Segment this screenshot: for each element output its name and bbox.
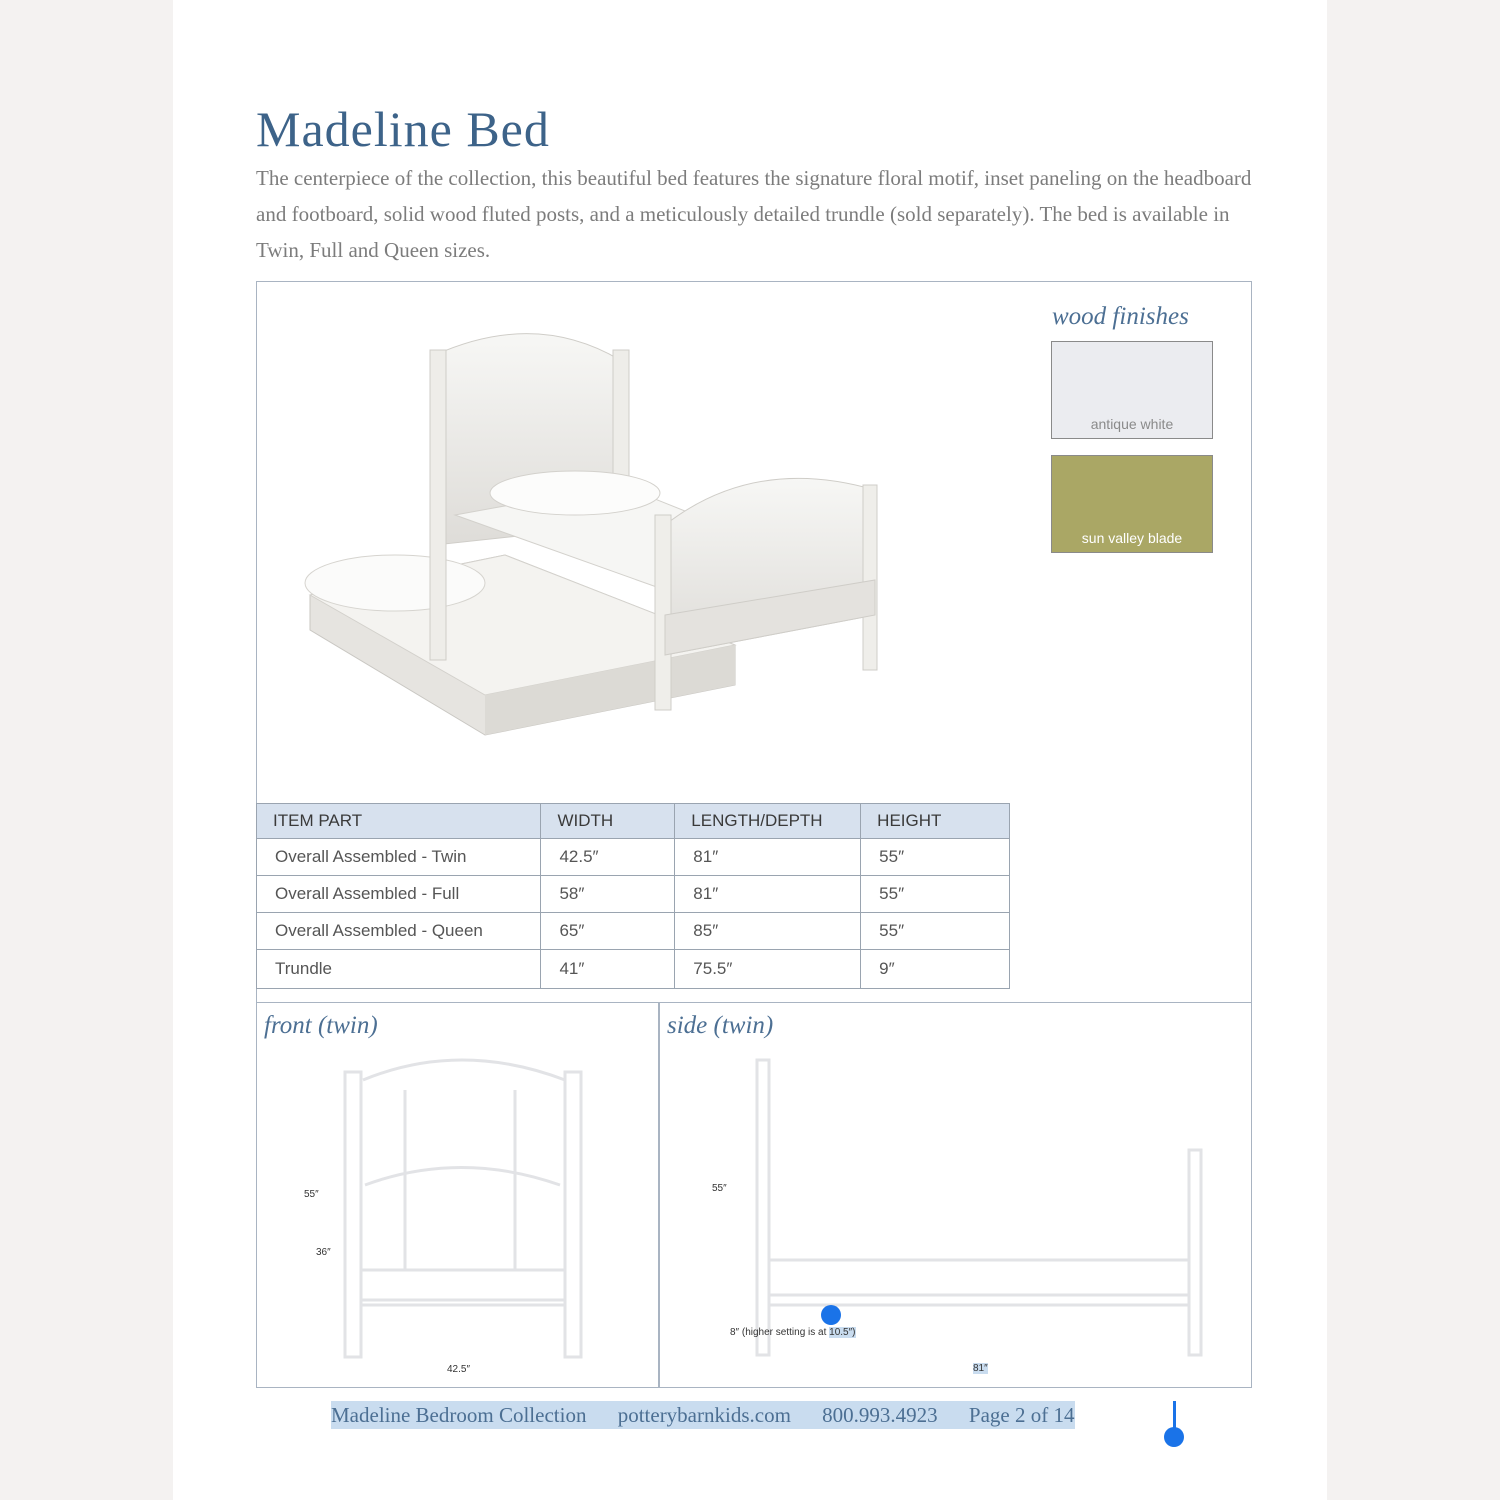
- table-row: [257, 876, 1010, 913]
- table-cell: 9″: [861, 950, 1010, 989]
- side-height-dimension: 55″: [712, 1183, 727, 1194]
- intro-paragraph: The centerpiece of the collection, this beautiful bed features the signature floral motif, inset paneling on the headboard and footboard, solid wood fluted posts, and a meticulously detailed trundle (sold separately). The bed is available in Twin, Full and Queen sizes.: [256, 166, 1252, 262]
- table-row: [257, 913, 1010, 950]
- swatch-sun-valley-blade[interactable]: [1051, 455, 1213, 553]
- table-cell: Trundle: [257, 950, 541, 989]
- side-rail-dimension: [730, 1327, 856, 1338]
- wood-finishes-label: wood finishes: [1052, 303, 1189, 330]
- footer-page-number: Page 2 of 14: [968, 1403, 1075, 1427]
- front-view-label: front (twin): [264, 1012, 378, 1039]
- rail-note: 8″ (higher setting is at: [730, 1327, 830, 1338]
- column-header: WIDTH: [541, 804, 675, 839]
- selection-start-handle[interactable]: [821, 1305, 841, 1325]
- table-cell: 85″: [675, 913, 861, 950]
- table-cell: 55″: [861, 913, 1010, 950]
- table-cell: 58″: [541, 876, 675, 913]
- swatch-antique-white[interactable]: [1051, 341, 1213, 439]
- table-row: [257, 950, 1010, 989]
- page-title: Madeline Bed: [256, 101, 550, 157]
- front-height-dimension: 55″: [304, 1189, 319, 1200]
- table-cell: Overall Assembled - Queen: [257, 913, 541, 950]
- table-cell: 75.5″: [675, 950, 861, 989]
- dimensions-table: [256, 803, 1010, 989]
- front-view-drawing: [335, 1050, 590, 1360]
- selection-end-handle[interactable]: [1164, 1427, 1184, 1447]
- column-header: ITEM PART: [257, 804, 541, 839]
- footer-collection: Madeline Bedroom Collection: [331, 1403, 587, 1427]
- table-header-row: [257, 804, 1010, 839]
- table-cell: 65″: [541, 913, 675, 950]
- table-cell: Overall Assembled - Full: [257, 876, 541, 913]
- front-width-dimension: 42.5″: [447, 1364, 471, 1375]
- table-row: [257, 839, 1010, 876]
- swatch-label: antique white: [1090, 416, 1174, 432]
- table-cell: 81″: [675, 876, 861, 913]
- swatch-label: sun valley blade: [1081, 530, 1183, 546]
- side-view-label: side (twin): [667, 1012, 774, 1039]
- table-cell: Overall Assembled - Twin: [257, 839, 541, 876]
- page-footer[interactable]: [331, 1401, 1075, 1429]
- side-view-drawing: [745, 1050, 1215, 1360]
- footer-phone: 800.993.4923: [822, 1403, 938, 1427]
- table-cell: 41″: [541, 950, 675, 989]
- column-header: LENGTH/DEPTH: [675, 804, 861, 839]
- table-cell: 42.5″: [541, 839, 675, 876]
- bed-photo: [295, 315, 895, 745]
- rail-note-selected: 10.5″): [829, 1327, 856, 1338]
- footer-website[interactable]: potterybarnkids.com: [617, 1403, 791, 1427]
- table-cell: 55″: [861, 876, 1010, 913]
- side-length-dimension: 81″: [973, 1363, 988, 1374]
- column-header: HEIGHT: [861, 804, 1010, 839]
- front-rail-dimension: 36″: [316, 1247, 331, 1258]
- table-cell: 55″: [861, 839, 1010, 876]
- table-cell: 81″: [675, 839, 861, 876]
